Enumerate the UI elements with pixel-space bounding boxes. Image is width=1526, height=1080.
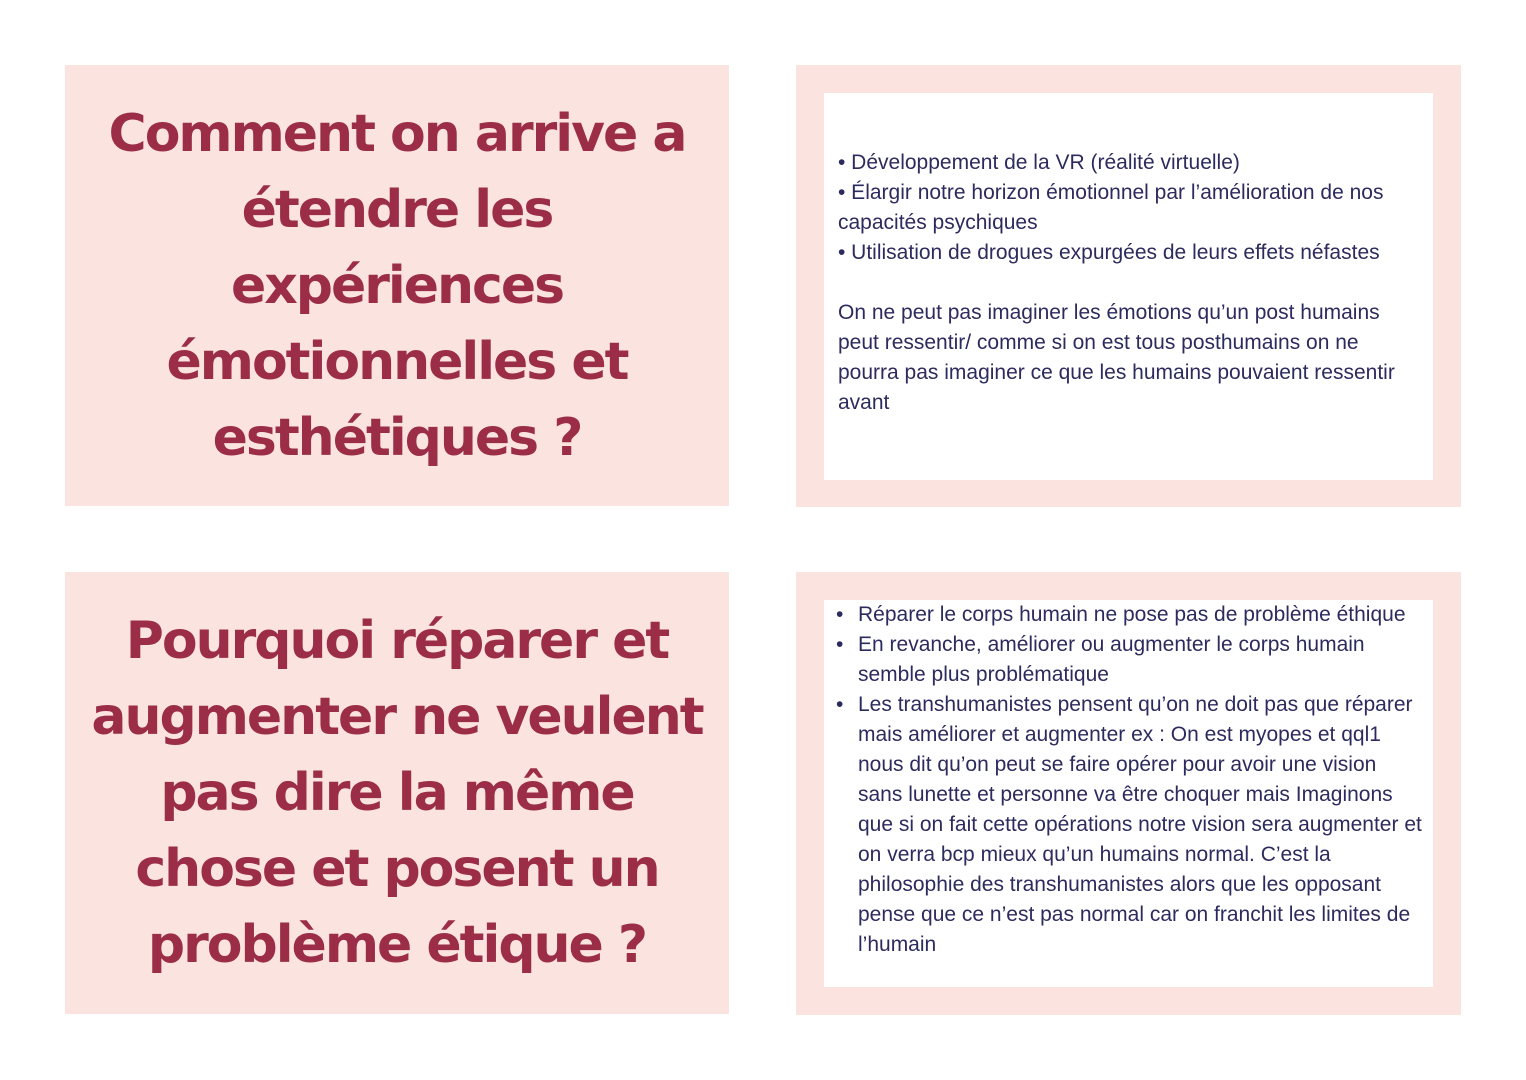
question-card-1 (65, 65, 729, 506)
answer-item-2: • Élargir notre horizon émotionnel par l’amélioration de nos capacités psychiques (838, 181, 1384, 234)
bullet-item-2: • En revanche, améliorer ou augmenter le corps humain semble plus problématique (858, 630, 1425, 690)
answer-panel-2 (824, 600, 1433, 987)
answer-card-1 (796, 65, 1461, 507)
answer-bullet-list (824, 600, 1425, 960)
answer-paragraph: On ne peut pas imaginer les émotions qu’un post humains peut ressentir/ comme si on est tous posthumains on ne pourra pas imaginer ce que les humains pouvaient ressentir avant (838, 301, 1395, 414)
bullet-item-3: • Les transhumanistes pensent qu’on ne doit pas que réparer mais améliorer et augmenter ex : On est myopes et qql1 nous dit qu’on peut se faire opérer pour avoir une vision sans lunette et personne va être choquer mais Imaginons que si on fait cette opérations notre vision sera augmenter et on verra bcp mieux qu’un humains normal. C’est la philosophie des transhumanistes alors que les opposant pense que ce n’est pas normal car on franchit les limites de l’humain (858, 690, 1425, 960)
question-card-2 (65, 572, 729, 1014)
answer-item-3: • Utilisation de drogues expurgées de leurs effets néfastes (838, 241, 1380, 264)
question-text-2: Pourquoi réparer et augmenter ne veulent pas dire la même chose et posent un problème étique ? (91, 611, 703, 975)
question-text-1: Comment on arrive a étendre les expériences émotionnelles et esthétiques ? (108, 103, 686, 468)
answer-item-1: • Développement de la VR (réalité virtuelle) (838, 151, 1240, 174)
bullet-item-1: • Réparer le corps humain ne pose pas de problème éthique (858, 600, 1425, 630)
answer-panel-1 (824, 93, 1433, 480)
answer-card-2 (796, 572, 1461, 1015)
